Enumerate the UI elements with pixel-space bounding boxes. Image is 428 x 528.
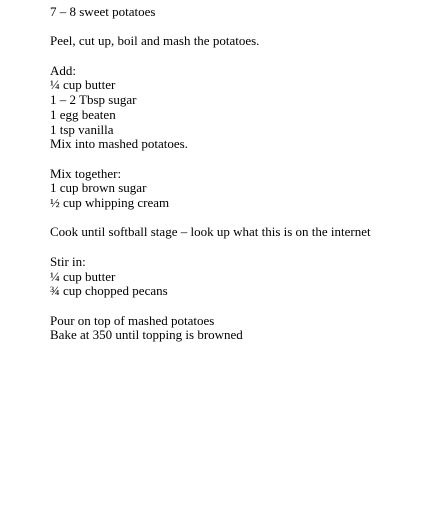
stir-item: ¼ cup butter — [50, 268, 116, 284]
ingredients-intro-block — [50, 5, 420, 20]
mix-item: ½ cup whipping cream — [50, 195, 170, 211]
cook-step-line: Cook until softball stage – look up what this is on the internet — [50, 224, 371, 240]
add-item: 1 tsp vanilla — [50, 121, 114, 137]
add-section — [50, 64, 420, 152]
cook-step-block — [50, 225, 420, 240]
add-instruction: Mix into mashed potatoes. — [50, 136, 188, 152]
prepare-step-block — [50, 34, 420, 49]
mix-item: 1 cup brown sugar — [50, 180, 147, 196]
stir-heading: Stir in: — [50, 253, 86, 269]
prepare-step-line: Peel, cut up, boil and mash the potatoes. — [50, 33, 260, 49]
add-item: 1 – 2 Tbsp sugar — [50, 92, 137, 108]
add-heading: Add: — [50, 62, 76, 78]
final-steps-block — [50, 314, 420, 343]
final-step-line: Pour on top of mashed potatoes — [50, 312, 215, 328]
sweet-potatoes-line: 7 – 8 sweet potatoes — [50, 4, 156, 19]
recipe-text — [50, 5, 420, 358]
add-item: 1 egg beaten — [50, 106, 116, 122]
add-item: ¼ cup butter — [50, 77, 116, 93]
final-step-line: Bake at 350 until topping is browned — [50, 327, 243, 343]
mix-section — [50, 167, 420, 211]
stir-section — [50, 255, 420, 299]
stir-item: ¾ cup chopped pecans — [50, 283, 168, 299]
mix-heading: Mix together: — [50, 165, 122, 181]
